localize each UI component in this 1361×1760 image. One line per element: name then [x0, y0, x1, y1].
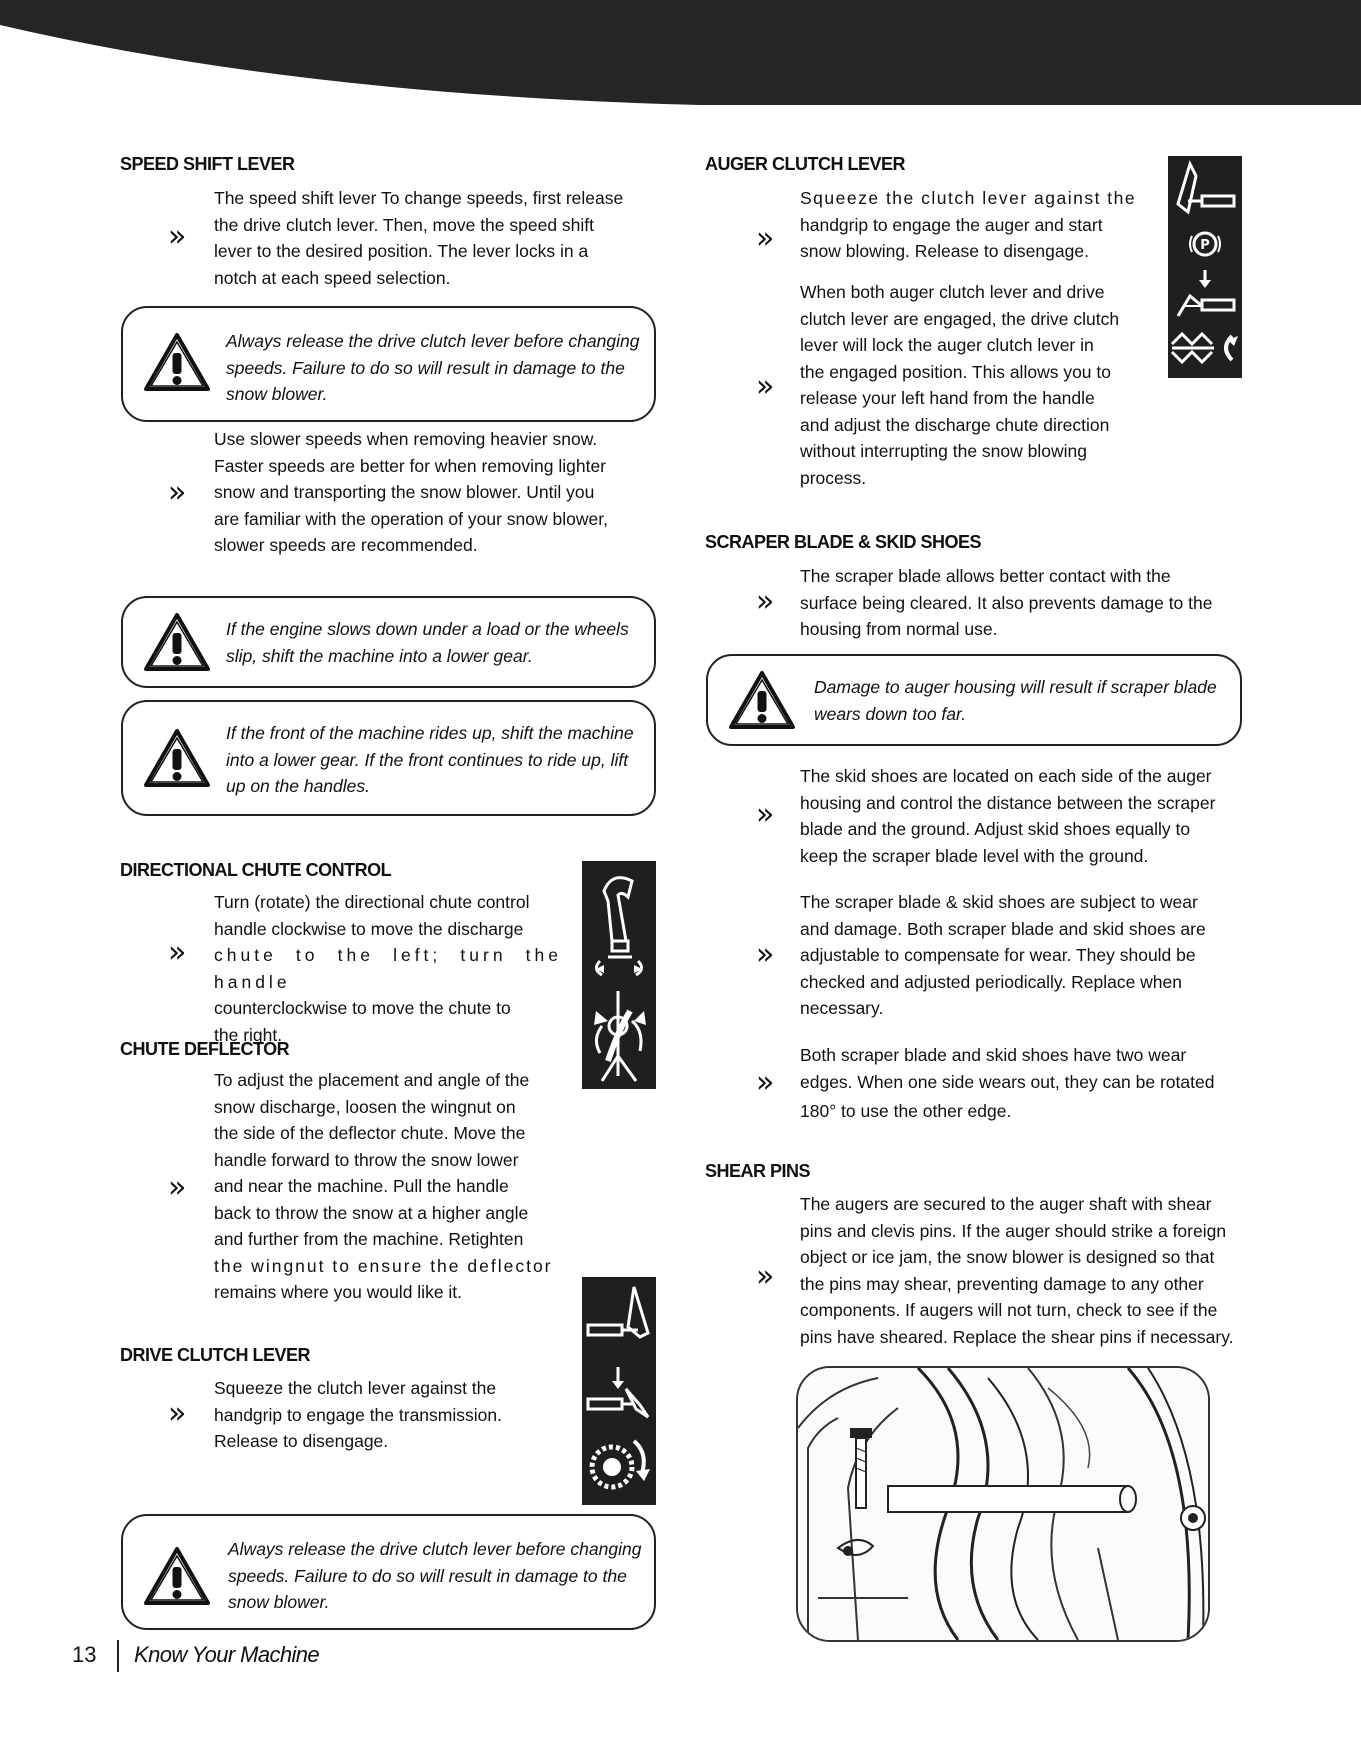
text-line: into a lower gear. If the front continues to ride up, lift	[226, 749, 629, 770]
text-line: handgrip to engage the auger and start	[800, 214, 1103, 235]
text-line: If the front of the machine rides up, shift the machine	[226, 723, 634, 743]
text-line: the side of the deflector chute. Move the	[214, 1123, 526, 1143]
auger-clutch-paragraph-1	[800, 185, 1148, 265]
text-line: clutch lever are engaged, the drive clutch	[800, 308, 1120, 329]
warning-text	[226, 616, 629, 669]
scraper-paragraph-4	[800, 1042, 1242, 1125]
chute-control-heading: DIRECTIONAL CHUTE CONTROL	[120, 860, 392, 880]
footer-section-title: Know Your Machine	[134, 1642, 320, 1667]
shear-pins-heading: SHEAR PINS	[705, 1161, 811, 1181]
chute-control-paragraph	[214, 889, 562, 1048]
text-line: back to throw the snow at a higher angle	[214, 1202, 529, 1223]
warning-triangle-icon	[728, 670, 796, 730]
text-line: To adjust the placement and angle of the	[214, 1070, 530, 1090]
chute-deflector-heading: CHUTE DEFLECTOR	[120, 1039, 290, 1059]
warning-text	[814, 674, 1217, 727]
text-line: snow blower.	[226, 384, 328, 404]
chevron-bullet-icon: »	[168, 1396, 187, 1431]
text-line: without interrupting the snow blowing	[800, 441, 1087, 461]
auger-assembly-illustration	[798, 1368, 1208, 1640]
auger-clutch-paragraph-2	[800, 279, 1148, 491]
chevron-bullet-icon: »	[168, 1170, 187, 1205]
text-line: and adjust the discharge chute direction	[800, 414, 1110, 435]
text-line: the wingnut to ensure the deflector	[214, 1255, 553, 1276]
auger-clutch-heading: AUGER CLUTCH LEVER	[705, 154, 906, 174]
text-line: snow blower.	[228, 1592, 330, 1612]
drive-clutch-paragraph	[214, 1375, 562, 1455]
text-line: Both scraper blade and skid shoes have two wear	[800, 1045, 1187, 1065]
text-line: wears down too far.	[814, 703, 967, 724]
text-line: handle clockwise to move the discharge	[214, 918, 524, 939]
auger-clutch-icon-panel	[1168, 156, 1242, 378]
text-line: checked and adjusted periodically. Replace when	[800, 971, 1183, 992]
text-line: Always release the drive clutch lever before changing	[228, 1539, 642, 1559]
text-line: surface being cleared. It also prevents damage to the	[800, 592, 1213, 613]
warning-box	[121, 596, 656, 688]
text-line: and further from the machine. Retighten	[214, 1229, 524, 1249]
text-line: adjustable to compensate for wear. They should be	[800, 945, 1196, 965]
text-line: the drive clutch lever. Then, move the speed shift	[214, 214, 595, 235]
text-line: The augers are secured to the auger shaft with shear	[800, 1194, 1212, 1214]
text-line: Release to disengage.	[214, 1431, 389, 1451]
text-line: are familiar with the operation of your snow blower,	[214, 508, 608, 529]
text-line: release your left hand from the handle	[800, 388, 1095, 408]
text-line: Always release the drive clutch lever before changing	[226, 331, 640, 351]
text-line: handle forward to throw the snow lower	[214, 1149, 519, 1170]
text-line: the engaged position. This allows you to	[800, 361, 1111, 382]
warning-triangle-icon	[143, 728, 211, 788]
scraper-heading: SCRAPER BLADE & SKID SHOES	[705, 532, 982, 552]
chevron-bullet-icon: »	[168, 935, 187, 970]
warning-text	[226, 720, 634, 800]
warning-box	[706, 654, 1242, 746]
text-line: notch at each speed selection.	[214, 267, 451, 288]
drive-clutch-icon-panel	[582, 1277, 656, 1505]
warning-box	[121, 306, 656, 422]
text-line: speeds. Failure to do so will result in damage to the	[226, 357, 625, 378]
speed-shift-heading: SPEED SHIFT LEVER	[120, 154, 295, 174]
text-line: pins and clevis pins. If the auger should strike a foreign	[800, 1220, 1227, 1241]
text-line: counterclockwise to move the chute to	[214, 998, 511, 1018]
text-line: Faster speeds are better for when removing lighter	[214, 455, 606, 476]
header-band	[0, 0, 1361, 110]
text-line: snow discharge, loosen the wingnut on	[214, 1096, 516, 1117]
chevron-bullet-icon: »	[168, 475, 187, 510]
text-line: remains where you would like it.	[214, 1282, 463, 1302]
warning-triangle-icon	[143, 612, 211, 672]
chevron-bullet-icon: »	[756, 369, 775, 404]
text-line: Turn (rotate) the directional chute control	[214, 892, 530, 912]
text-line: blade and the ground. Adjust skid shoes equally to	[800, 819, 1191, 839]
page-number: 13	[72, 1642, 97, 1667]
text-line: The speed shift lever To change speeds, first release	[214, 188, 624, 208]
chevron-bullet-icon: »	[756, 797, 775, 832]
speed-shift-paragraph-2	[214, 426, 656, 559]
text-line: slower speeds are recommended.	[214, 535, 478, 555]
warning-box	[121, 700, 656, 816]
text-line: slip, shift the machine into a lower gear.	[226, 645, 533, 666]
text-line: process.	[800, 467, 867, 488]
text-line: handgrip to engage the transmission.	[214, 1404, 502, 1425]
text-line: Squeeze the clutch lever against the	[800, 188, 1137, 208]
text-line: Damage to auger housing will result if scraper blade	[814, 677, 1217, 697]
text-line: edges. When one side wears out, they can be rotated	[800, 1071, 1215, 1092]
text-line: snow and transporting the snow blower. Until you	[214, 482, 595, 502]
svg-text:P: P	[1200, 238, 1210, 253]
text-line: speeds. Failure to do so will result in damage to the	[228, 1565, 627, 1586]
warning-triangle-icon	[143, 332, 211, 392]
text-line: snow blowing. Release to disengage.	[800, 241, 1089, 261]
text-line: the right.	[214, 1024, 283, 1045]
text-line: The scraper blade allows better contact with the	[800, 566, 1171, 586]
text-line: The skid shoes are located on each side of the auger	[800, 766, 1212, 786]
warning-text	[228, 1536, 641, 1616]
scraper-paragraph-1	[800, 563, 1242, 643]
text-line: housing from normal use.	[800, 619, 998, 639]
text-line: and damage. Both scraper blade and skid shoes are	[800, 918, 1206, 939]
text-line: lever will lock the auger clutch lever in	[800, 335, 1094, 355]
text-line: components. If augers will not turn, check to see if the	[800, 1300, 1218, 1320]
chevron-bullet-icon: »	[756, 1065, 775, 1100]
drive-clutch-icon	[582, 1277, 656, 1505]
shear-pin-illustration	[796, 1366, 1210, 1642]
text-line: the pins may shear, preventing damage to any other	[800, 1273, 1204, 1294]
text-line: 180° to use the other edge.	[800, 1101, 1012, 1121]
chute-rotate-icon	[582, 861, 656, 1089]
text-line: lever to the desired position. The lever locks in a	[214, 241, 589, 261]
warning-triangle-icon	[143, 1546, 211, 1606]
chevron-bullet-icon: »	[756, 221, 775, 256]
chevron-bullet-icon: »	[756, 584, 775, 619]
scraper-paragraph-2	[800, 763, 1242, 869]
text-line: Squeeze the clutch lever against the	[214, 1378, 497, 1398]
text-line: keep the scraper blade level with the ground.	[800, 845, 1149, 866]
warning-text	[226, 328, 639, 408]
text-line: housing and control the distance between the scraper	[800, 792, 1216, 813]
text-line: Use slower speeds when removing heavier snow.	[214, 429, 598, 449]
shear-pins-paragraph	[800, 1191, 1242, 1350]
text-line: The scraper blade & skid shoes are subject to wear	[800, 892, 1198, 912]
text-line: and near the machine. Pull the handle	[214, 1176, 509, 1196]
text-line: object or ice jam, the snow blower is designed so that	[800, 1247, 1215, 1267]
text-line: up on the handles.	[226, 776, 371, 796]
drive-clutch-heading: DRIVE CLUTCH LEVER	[120, 1345, 311, 1365]
chevron-bullet-icon: »	[756, 1259, 775, 1294]
chevron-bullet-icon: »	[168, 219, 187, 254]
text-line: chute to the left; turn the handle	[214, 945, 562, 992]
scraper-paragraph-3	[800, 889, 1242, 1022]
warning-box	[121, 1514, 656, 1630]
chevron-bullet-icon: »	[756, 937, 775, 972]
text-line: necessary.	[800, 998, 884, 1018]
text-line: pins have sheared. Replace the shear pins if necessary.	[800, 1326, 1234, 1347]
auger-clutch-icon	[1168, 156, 1242, 378]
chute-deflector-paragraph	[214, 1067, 562, 1306]
speed-shift-paragraph-1	[214, 185, 656, 291]
text-line: If the engine slows down under a load or the wheels	[226, 619, 629, 639]
footer-divider	[117, 1640, 119, 1672]
chute-control-icon-panel	[582, 861, 656, 1089]
text-line: When both auger clutch lever and drive	[800, 282, 1105, 302]
